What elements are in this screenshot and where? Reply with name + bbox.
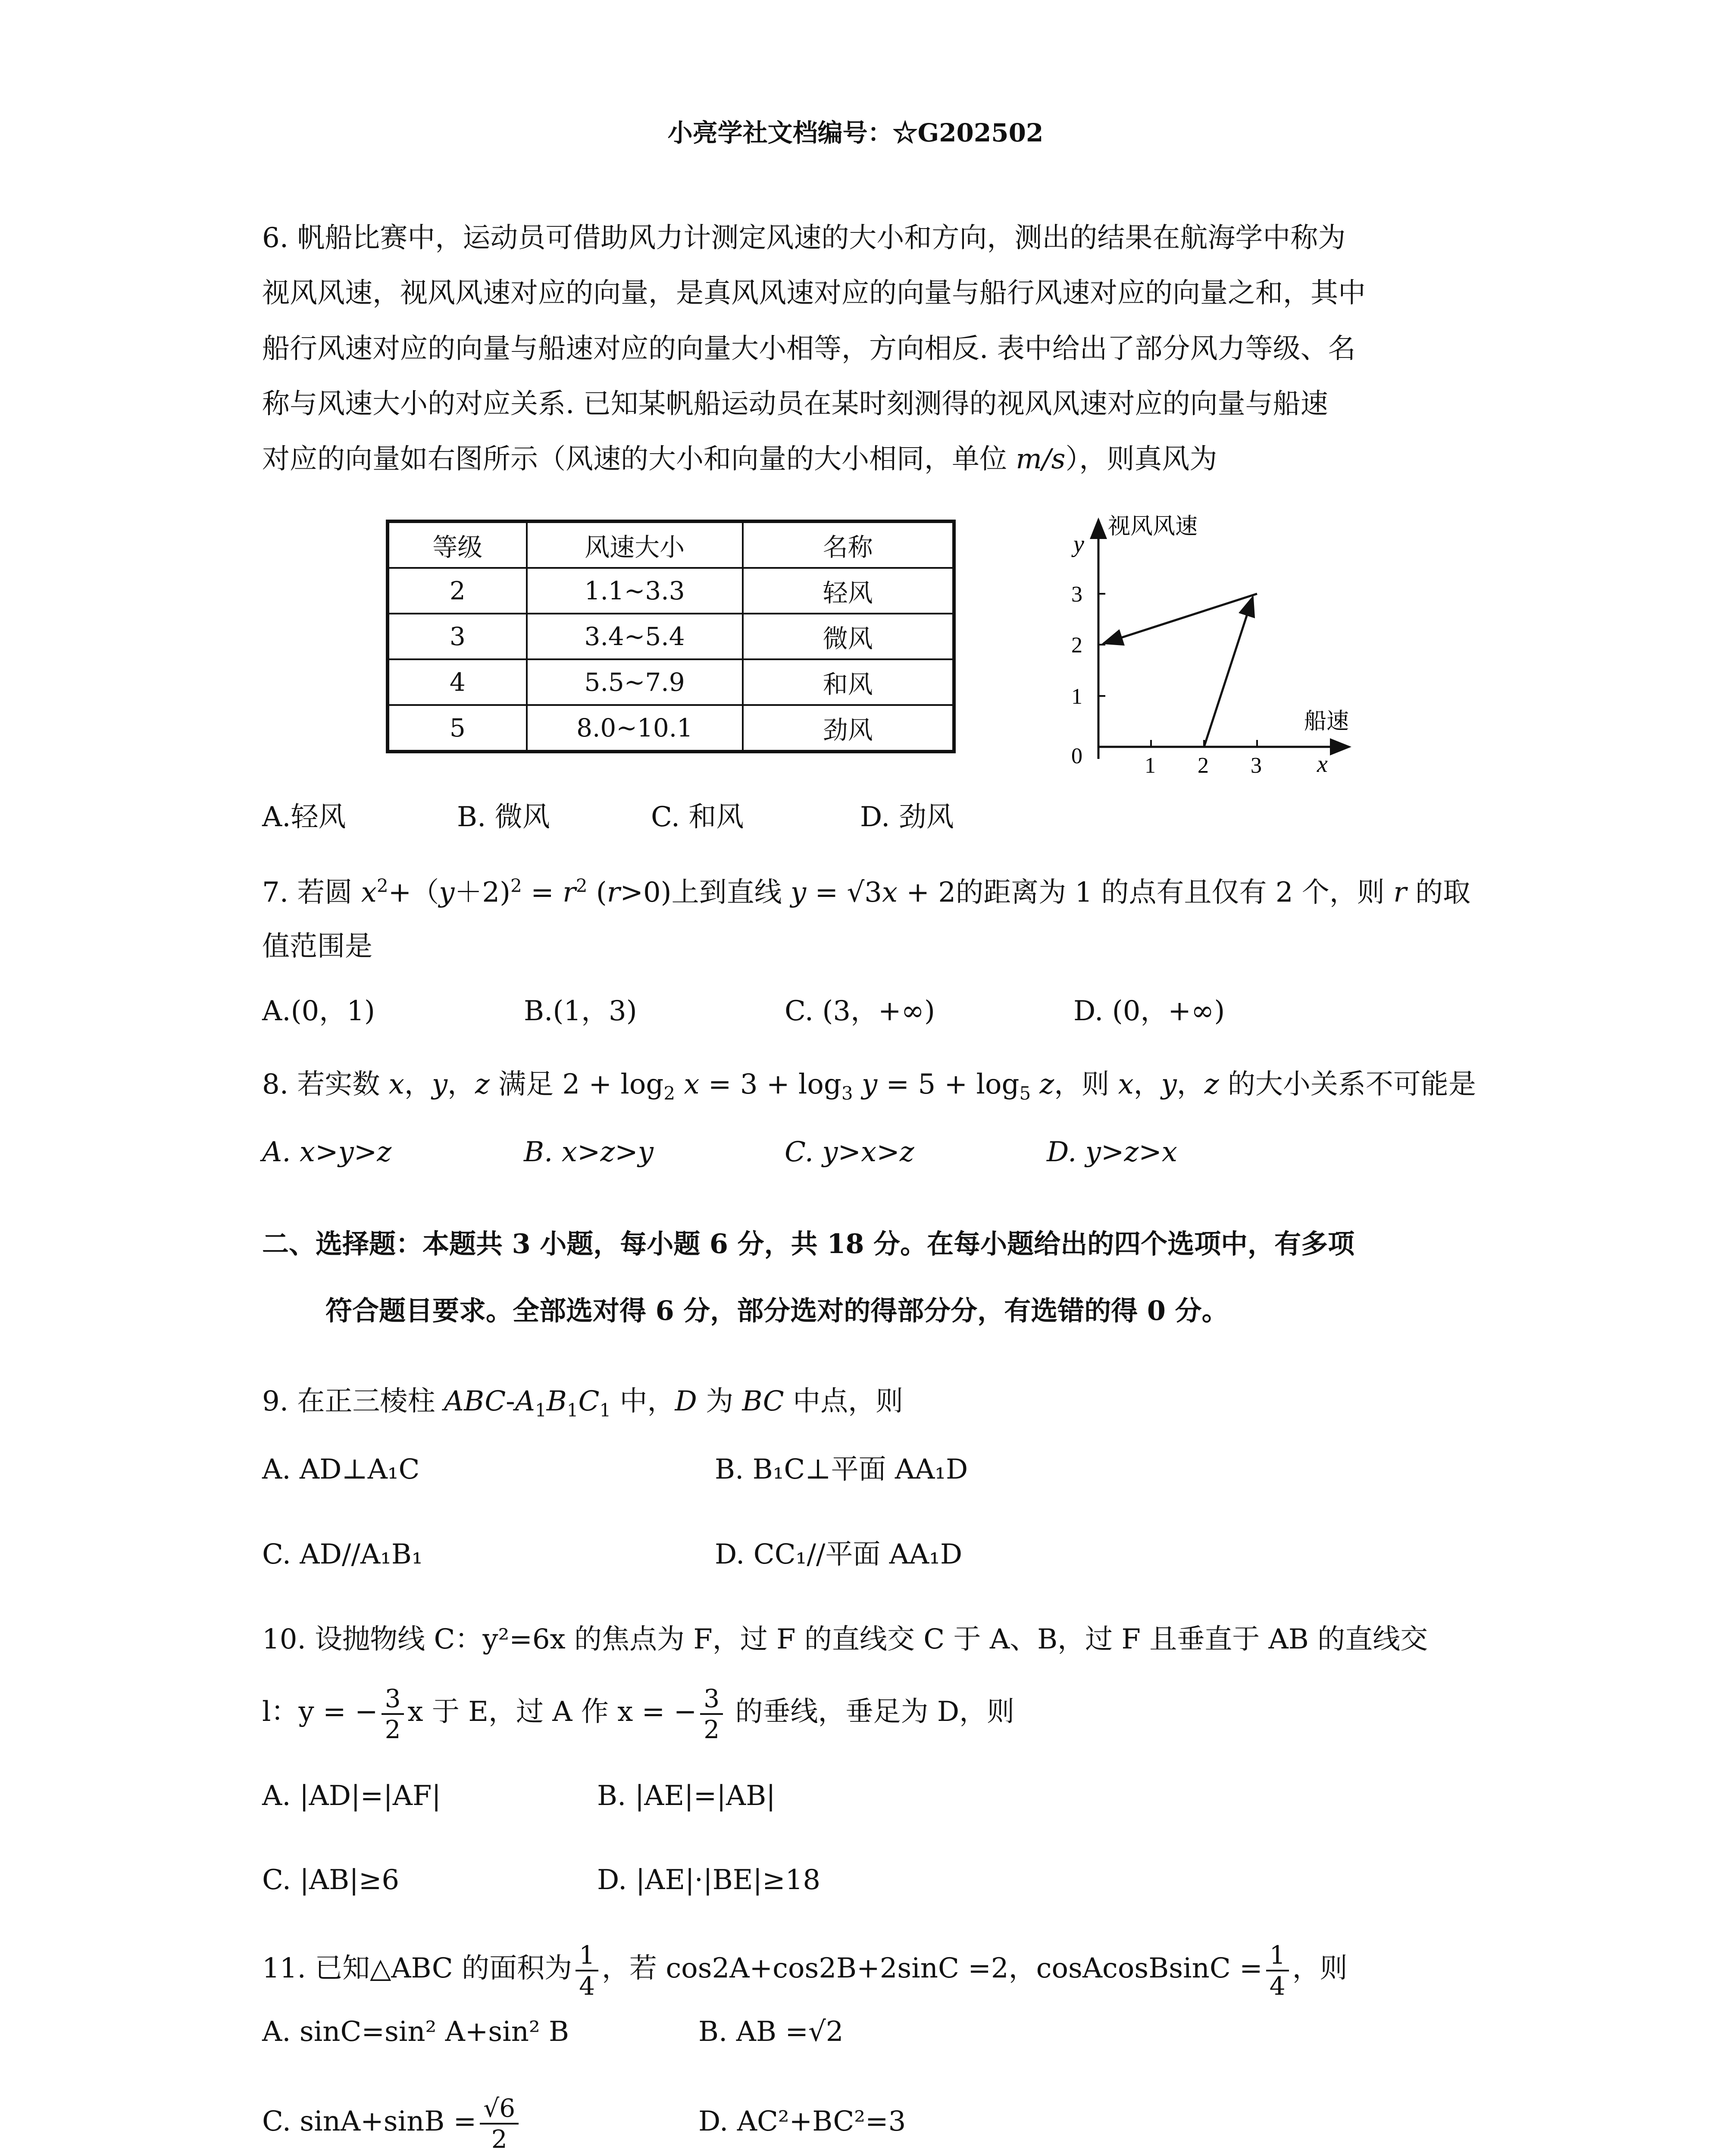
q11-fraction [576, 1940, 598, 2001]
q10-fraction [700, 1684, 723, 1744]
q7-text: + 2的距离为 1 的点有且仅有 2 个，则 [898, 877, 1394, 909]
q9-var: BC [742, 1385, 784, 1417]
q6-option-b: B. 微风 [457, 801, 550, 833]
q8-sub: 5 [1019, 1082, 1031, 1104]
table-cell: 5.5~7.9 [527, 659, 743, 705]
q8-option-b: B. x>z>y [524, 1136, 654, 1168]
q10-stem-line-2 [262, 1682, 1014, 1744]
q8-var: y [432, 1069, 447, 1100]
table-cell: 4 [388, 659, 527, 705]
q10-option-b: B. |AE|=|AB| [597, 1780, 776, 1812]
q7-text: 的取 [1406, 877, 1471, 909]
q7-option-b: B.(1，3) [524, 995, 637, 1027]
q11-text: ，则 [1292, 1952, 1348, 1984]
table-cell: 微风 [743, 614, 954, 659]
q8-option-a: A. x>y>z [262, 1136, 392, 1168]
fraction-numerator: 1 [1266, 1940, 1289, 1971]
q9-option-b: B. B₁C⊥平面 AA₁D [715, 1454, 968, 1485]
table-header-cell: 风速大小 [527, 521, 743, 568]
q9-option-d: D. CC₁//平面 AA₁D [715, 1539, 963, 1570]
fraction-denominator: 4 [1269, 1971, 1286, 2001]
q11-fraction [1266, 1940, 1289, 2001]
table-row [388, 659, 954, 705]
q6-unit: m/s [1016, 443, 1066, 475]
q7-option-d: D. (0，+∞) [1073, 995, 1225, 1027]
table-cell: 和风 [743, 659, 954, 705]
fraction-numerator: √6 [480, 2093, 519, 2125]
q11-text: ，若 cos2A+cos2B+2sinC =2，cosAcosBsinC = [602, 1952, 1263, 1984]
table-cell: 8.0~10.1 [527, 705, 743, 752]
q8-var: x [684, 1069, 700, 1100]
fraction-denominator: 2 [385, 1714, 401, 1744]
q10-text: x 于 E，过 A 作 x = − [407, 1696, 697, 1728]
table-cell: 1.1~3.3 [527, 568, 743, 614]
q11-fraction [480, 2093, 519, 2154]
table-row [388, 568, 954, 614]
q7-text: ( [587, 877, 607, 909]
fraction-numerator: 3 [700, 1684, 723, 1715]
q6-line-4: 称与风速大小的对应关系. 已知某帆船运动员在某时刻测得的视风风速对应的向量与船速 [262, 388, 1328, 420]
section-2-line-2: 符合题目要求。全部选对得 6 分，部分选对的得部分分，有选错的得 0 分。 [325, 1295, 1229, 1326]
y-tick-label-1: 1 [1071, 684, 1082, 709]
ship-speed-vector [1204, 597, 1253, 747]
q8-text: = 3 + log [699, 1069, 841, 1100]
q6-line-5 [262, 442, 1217, 476]
q9-text: 为 [697, 1385, 742, 1417]
q10-stem-line-1: 10. 设抛物线 C：y²=6x 的焦点为 F，过 F 的直线交 C 于 A、B，过 F 且垂直于 AB 的直线交 [262, 1623, 1428, 1655]
q8-text: ， [1176, 1069, 1204, 1100]
table-header-cell: 等级 [388, 521, 527, 568]
q9-sub: 1 [566, 1399, 579, 1421]
q7-option-a: A.(0，1) [262, 995, 375, 1027]
q6-line-2: 视风风速，视风风速对应的向量，是真风风速对应的向量与船行风速对应的向量之和，其中 [262, 277, 1366, 309]
fraction-numerator: 3 [382, 1684, 404, 1715]
q10-option-a: A. |AD|=|AF| [262, 1780, 441, 1812]
q6-line-3: 船行风速对应的向量与船速对应的向量大小相等，方向相反. 表中给出了部分风力等级、名 [262, 333, 1356, 365]
q7-text: 7. 若圆 [262, 877, 361, 909]
q10-option-d: D. |AE|·|BE|≥18 [597, 1864, 821, 1896]
q8-text: ， [404, 1069, 432, 1100]
x-axis-label: x [1317, 751, 1328, 777]
q8-var: z [475, 1069, 490, 1100]
fraction-denominator: 4 [579, 1971, 595, 2001]
q9-text: 中， [611, 1385, 675, 1417]
q7-sup: 2 [576, 875, 588, 896]
q9-var: D [675, 1385, 697, 1417]
q7-var: y [439, 877, 455, 909]
table-header-row [388, 521, 954, 568]
fraction-numerator: 1 [576, 1940, 598, 1971]
x-tick-label-1: 1 [1145, 753, 1156, 778]
q10-option-c: C. |AB|≥6 [262, 1864, 400, 1896]
q7-var: r [563, 877, 576, 909]
apparent-wind-vector [1104, 594, 1257, 643]
q9-var: C [578, 1385, 600, 1417]
q8-stem [262, 1067, 1476, 1102]
table-header-cell: 名称 [743, 521, 954, 568]
x-tick-label-3: 3 [1251, 753, 1262, 778]
q9-text: 中点，则 [784, 1385, 904, 1417]
x-axis-title: 船速 [1304, 708, 1349, 734]
q8-text: 的大小关系不可能是 [1219, 1069, 1476, 1100]
q7-stem-line-1 [262, 875, 1470, 910]
q9-text: - [506, 1385, 515, 1417]
q8-text: 满足 2 + log [489, 1069, 664, 1100]
q8-var: z [1204, 1069, 1219, 1100]
q7-sup: 2 [510, 875, 522, 896]
q11-option-b: B. AB =√2 [698, 2016, 844, 2048]
q11-stem [262, 1938, 1348, 2001]
q9-sub: 1 [535, 1399, 547, 1421]
vector-graph [1030, 500, 1384, 793]
q6-line-5-pre: 对应的向量如右图所示（风速的大小和向量的大小相同，单位 [262, 443, 1016, 475]
q11-option-c [262, 2089, 522, 2154]
q7-var: x [361, 877, 377, 909]
q8-text: = 5 + log [877, 1069, 1020, 1100]
q8-sub: 3 [841, 1082, 853, 1104]
q9-var: A [515, 1385, 535, 1417]
q7-option-c: C. (3，+∞) [785, 995, 935, 1027]
table-row [388, 705, 954, 752]
q8-text: ， [447, 1069, 475, 1100]
q7-text: +（ [388, 877, 439, 909]
q8-option-c: C. y>x>z [785, 1136, 914, 1168]
q6-line-5-post: ），则真风为 [1065, 443, 1217, 475]
q8-option-d: D. y>z>x [1047, 1136, 1177, 1168]
q7-var: r [1393, 877, 1407, 909]
q9-text: 9. 在正三棱柱 [262, 1385, 444, 1417]
origin-label: 0 [1071, 744, 1082, 768]
table-cell: 2 [388, 568, 527, 614]
q11-option-a: A. sinC=sin² A+sin² B [262, 2016, 569, 2048]
q10-text: 的垂线，垂足为 D，则 [726, 1696, 1015, 1728]
q6-option-d: D. 劲风 [860, 801, 954, 833]
table-cell: 3.4~5.4 [527, 614, 743, 659]
q7-text: = [522, 877, 563, 909]
q10-text: l：y = − [262, 1696, 378, 1728]
table-row [388, 614, 954, 659]
q8-var: y [861, 1069, 878, 1100]
document-header: 小亮学社文档编号：☆G202502 [667, 118, 1044, 147]
q7-sup: 2 [376, 875, 388, 896]
q8-var: x [1118, 1069, 1134, 1100]
q7-var: y [790, 877, 807, 909]
q7-var: x [882, 877, 898, 909]
q8-var: z [1039, 1069, 1054, 1100]
q9-option-c: C. AD//A₁B₁ [262, 1539, 423, 1570]
table-cell: 轻风 [743, 568, 954, 614]
x-tick-label-2: 2 [1198, 753, 1209, 778]
q11-text: C. sinA+sinB = [262, 2106, 477, 2137]
y-tick-label-3: 3 [1071, 582, 1082, 607]
q9-var: B [546, 1385, 567, 1417]
y-tick-label-2: 2 [1071, 633, 1082, 658]
q8-var: x [388, 1069, 404, 1100]
q7-var: r [607, 877, 620, 909]
table-cell: 5 [388, 705, 527, 752]
q7-text: ＋2) [454, 877, 511, 909]
q7-text: >0)上到直线 [620, 877, 791, 909]
q6-option-c: C. 和风 [651, 801, 744, 833]
q9-sub: 1 [599, 1399, 611, 1421]
q8-text: ， [1133, 1069, 1161, 1100]
q7-text: = √3 [806, 877, 882, 909]
y-axis-title: 视风风速 [1108, 514, 1198, 539]
q9-var: ABC [444, 1385, 506, 1417]
q11-option-d: D. AC²+BC²=3 [698, 2106, 906, 2137]
table-cell: 劲风 [743, 705, 954, 752]
q8-var: y [1161, 1069, 1177, 1100]
y-axis-label: y [1073, 531, 1084, 558]
q8-text: ，则 [1054, 1069, 1118, 1100]
fraction-denominator: 2 [491, 2124, 507, 2154]
q6-line-1: 6. 帆船比赛中，运动员可借助风力计测定风速的大小和方向，测出的结果在航海学中称为 [262, 222, 1346, 254]
section-2-line-1: 二、选择题：本题共 3 小题，每小题 6 分，共 18 分。在每小题给出的四个选项中，有多项 [262, 1228, 1355, 1260]
q6-option-a: A.轻风 [262, 801, 346, 833]
q7-stem-line-2: 值范围是 [262, 931, 372, 962]
q9-stem [262, 1384, 903, 1419]
fraction-denominator: 2 [704, 1714, 720, 1744]
q8-sub: 2 [663, 1082, 676, 1104]
q10-fraction [382, 1684, 404, 1744]
q8-text: 8. 若实数 [262, 1069, 389, 1100]
wind-level-table [386, 520, 956, 753]
q11-text: 11. 已知△ABC 的面积为 [262, 1952, 572, 1984]
q9-option-a: A. AD⊥A₁C [262, 1454, 420, 1485]
table-cell: 3 [388, 614, 527, 659]
